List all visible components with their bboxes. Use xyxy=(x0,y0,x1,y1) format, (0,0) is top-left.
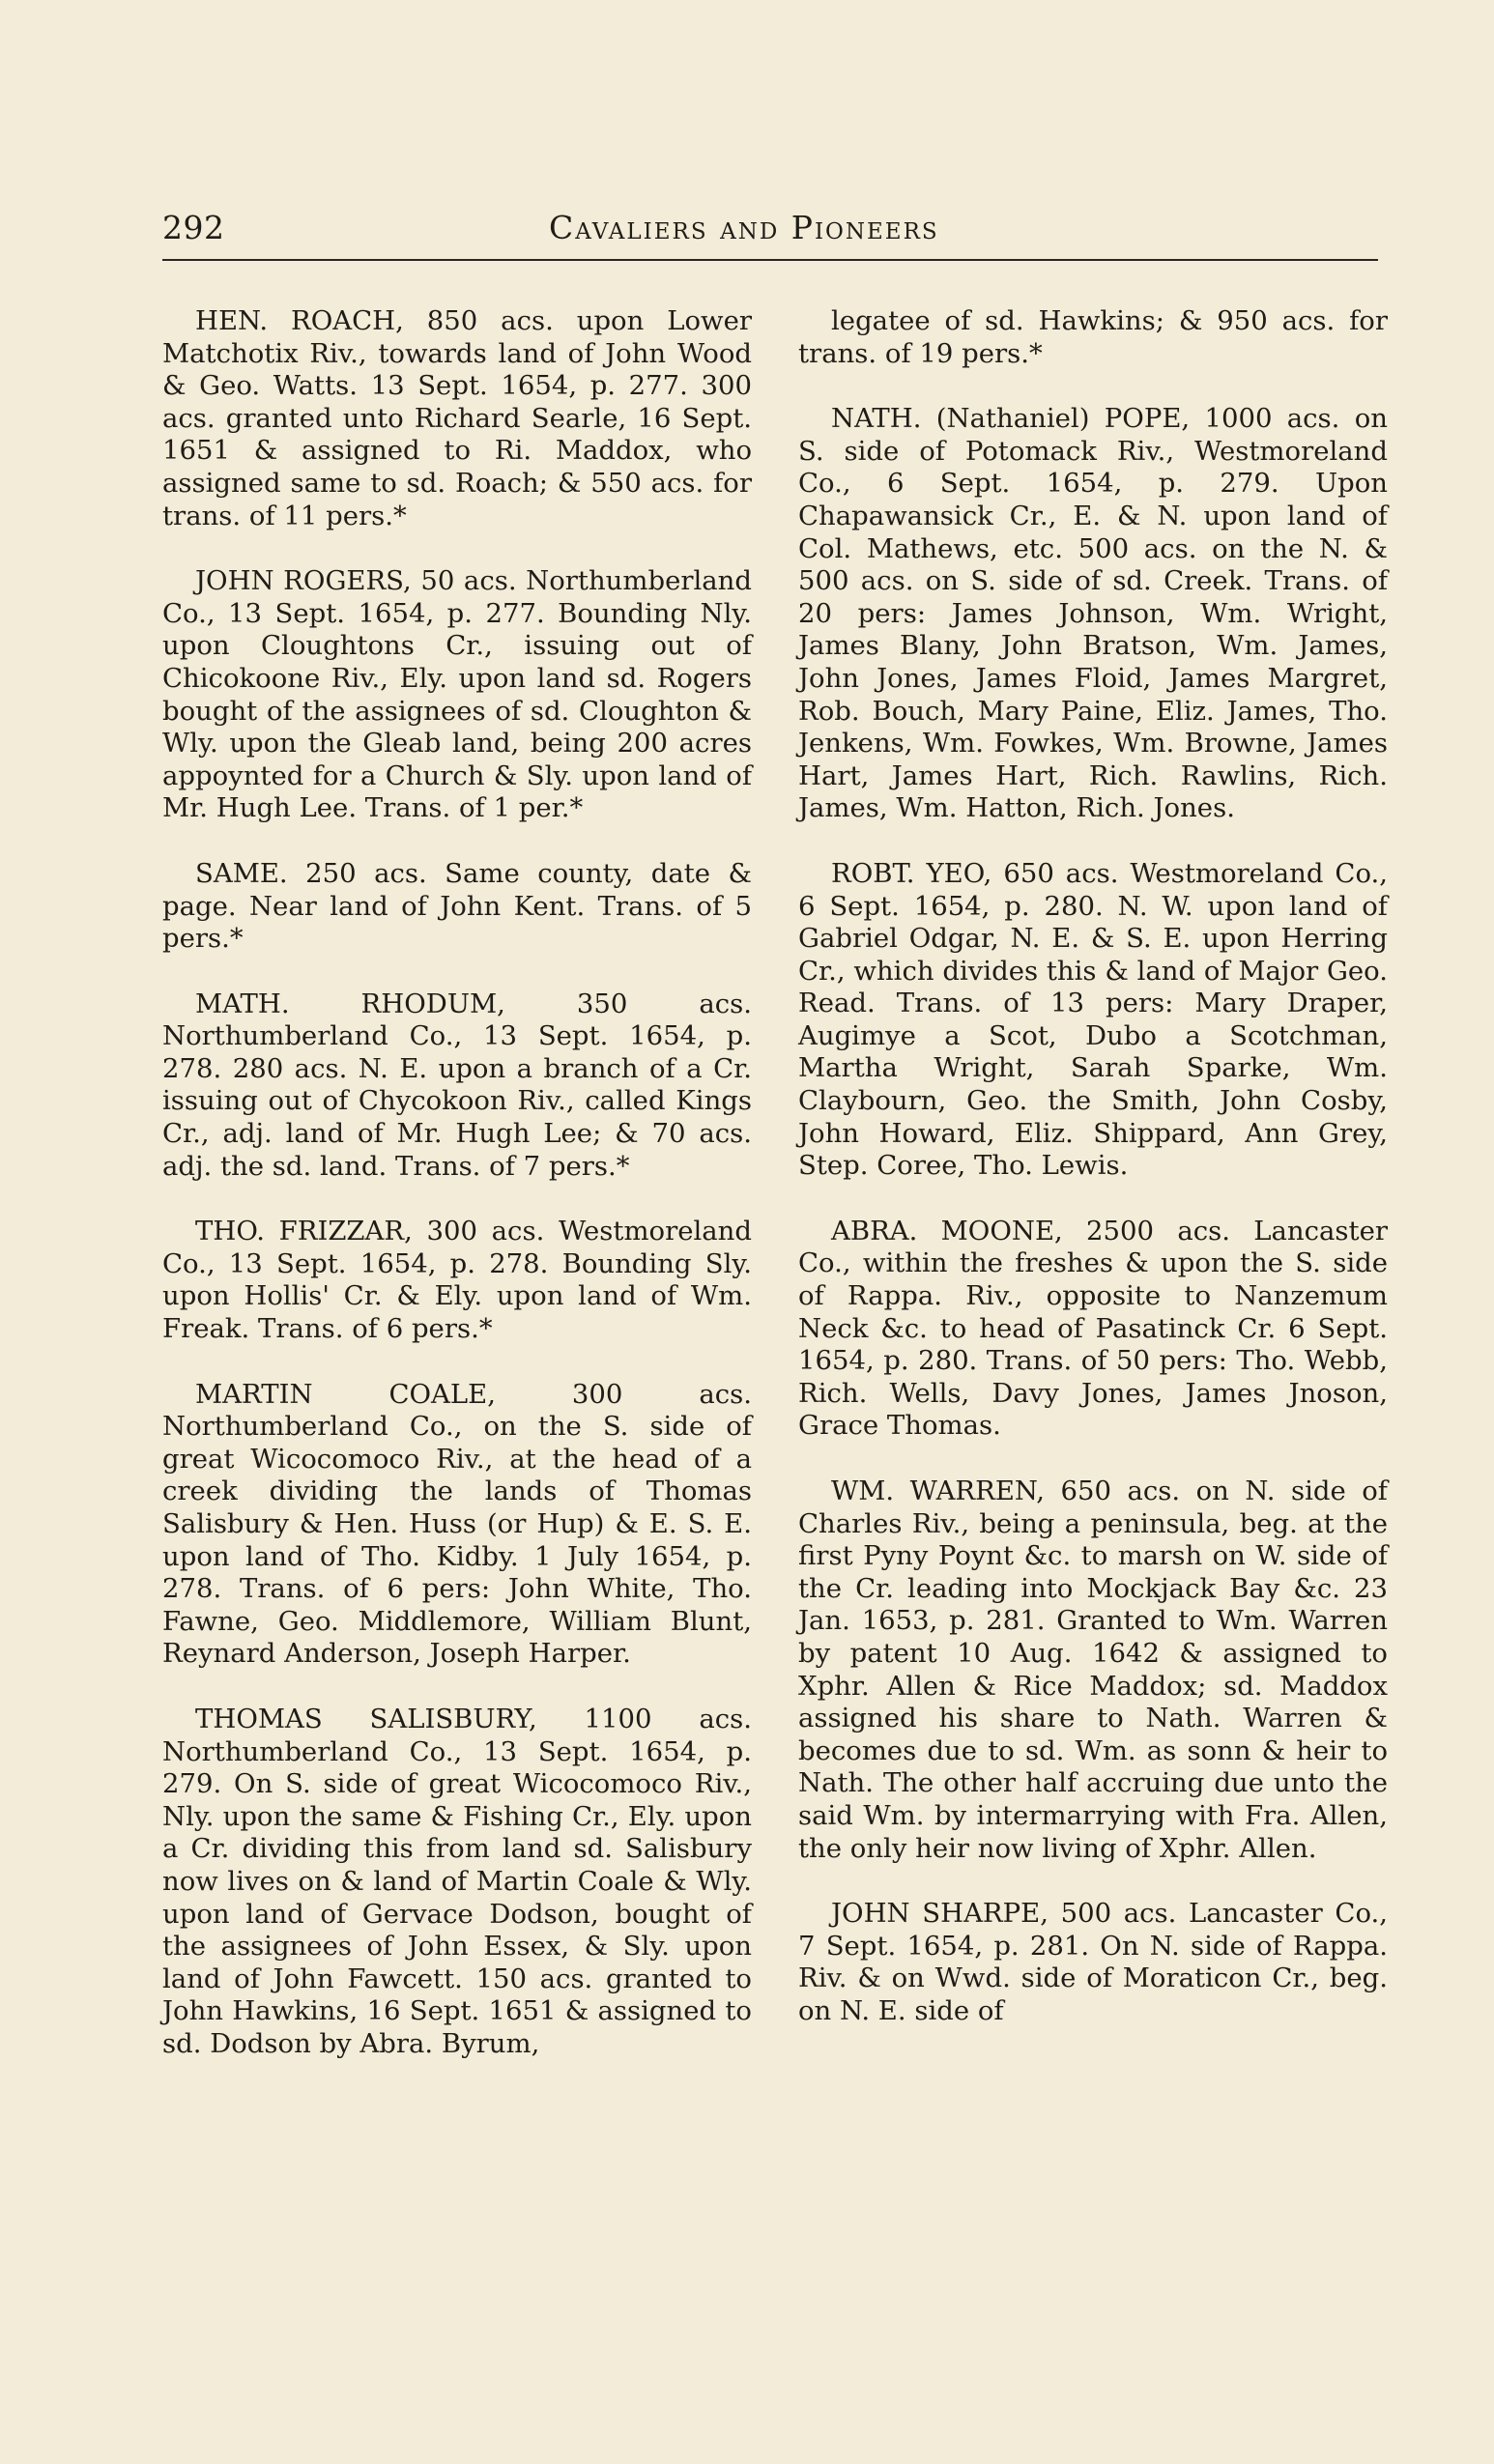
patent-entry-john-rogers: JOHN ROGERS, 50 acs. Northumberland Co., 13 Sept. 1654, p. 277. Bounding Nly. upon Cloughtons Cr., issuing out of Chicokoone Riv., Ely. upon land sd. Rogers bought of the assignees of sd. Cloughton & Wly. upon the Gleab land, being 200 acres appoynted for a Church & Sly. upon land of Mr. Hugh Lee. Trans. of 1 per.* xyxy=(162,565,752,824)
header-rule xyxy=(162,259,1378,261)
patent-entry-math-rhodum: MATH. RHODUM, 350 acs. Northumberland Co., 13 Sept. 1654, p. 278. 280 acs. N. E. upon a branch of a Cr. issuing out of Chycokoon Riv., called Kings Cr., adj. land of Mr. Hugh Lee; & 70 acs. adj. the sd. land. Trans. of 7 pers.* xyxy=(162,988,752,1182)
patent-entry-wm-warren: WM. WARREN, 650 acs. on N. side of Charles Riv., being a peninsula, beg. at the first Pyny Poynt &c. to marsh on W. side of the Cr. leading into Mockjack Bay &c. 23 Jan. 1653, p. 281. Granted to Wm. Warren by patent 10 Aug. 1642 & assigned to Xphr. Allen & Rice Maddox; sd. Maddox assigned his share to Nath. Warren & becomes due to sd. Wm. as sonn & heir to Nath. The other half accruing due unto the said Wm. by intermarrying with Fra. Allen, the only heir now living of Xphr. Allen. xyxy=(798,1476,1388,1864)
patent-entry-nath-pope: NATH. (Nathaniel) POPE, 1000 acs. on S. side of Potomack Riv., Westmoreland Co., 6 Sept. 1654, p. 279. Upon Chapawansick Cr., E. & N. upon land of Col. Mathews, etc. 500 acs. on the N. & 500 acs. on S. side of sd. Creek. Trans. of 20 pers: James Johnson, Wm. Wright, James Blany, John Bratson, Wm. James, John Jones, James Floid, James Margret, Rob. Bouch, Mary Paine, Eliz. James, Tho. Jenkens, Wm. Fowkes, Wm. Browne, James Hart, James Hart, Rich. Rawlins, Rich. James, Wm. Hatton, Rich. Jones. xyxy=(798,403,1388,824)
running-title: Cavaliers and Pioneers xyxy=(549,209,939,246)
patent-entry-thomas-salisbury: THOMAS SALISBURY, 1100 acs. Northumberland Co., 13 Sept. 1654, p. 279. On S. side of great Wicocomoco Riv., Nly. upon the same & Fishing Cr., Ely. upon a Cr. dividing this from land sd. Salisbury now lives on & land of Martin Coale & Wly. upon land of Gervace Dodson, bought of the assignees of John Essex, & Sly. upon land of John Fawcett. 150 acs. granted to John Hawkins, 16 Sept. 1651 & assigned to sd. Dodson by Abra. Byrum, xyxy=(162,1703,752,2059)
patent-entry-john-sharpe: JOHN SHARPE, 500 acs. Lancaster Co., 7 Sept. 1654, p. 281. On N. side of Rappa. Riv. & on Wwd. side of Moraticon Cr., beg. on N. E. side of xyxy=(798,1898,1388,2026)
page-header xyxy=(162,205,1378,263)
patent-entry-continuation: legatee of sd. Hawkins; & 950 acs. for trans. of 19 pers.* xyxy=(798,305,1388,369)
patent-entry-tho-frizzar: THO. FRIZZAR, 300 acs. Westmoreland Co., 13 Sept. 1654, p. 278. Bounding Sly. upon Hollis' Cr. & Ely. upon land of Wm. Freak. Trans. of 6 pers.* xyxy=(162,1216,752,1345)
page-number: 292 xyxy=(162,209,225,246)
patent-entry-hen-roach: HEN. ROACH, 850 acs. upon Lower Matchotix Riv., towards land of John Wood & Geo. Watts. 13 Sept. 1654, p. 277. 300 acs. granted unto Richard Searle, 16 Sept. 1651 & assigned to Ri. Maddox, who assigned same to sd. Roach; & 550 acs. for trans. of 11 pers.* xyxy=(162,305,752,531)
right-column xyxy=(798,305,1388,2028)
patent-entry-same: SAME. 250 acs. Same county, date & page. Near land of John Kent. Trans. of 5 pers.* xyxy=(162,857,752,955)
patent-entry-abra-moone: ABRA. MOONE, 2500 acs. Lancaster Co., within the freshes & upon the S. side of Rappa. Riv., opposite to Nanzemum Neck &c. to head of Pasatinck Cr. 6 Sept. 1654, p. 280. Trans. of 50 pers: Tho. Webb, Rich. Wells, Davy Jones, James Jnoson, Grace Thomas. xyxy=(798,1215,1388,1442)
patent-entry-martin-coale: MARTIN COALE, 300 acs. Northumberland Co., on the S. side of great Wicocomoco Riv., at the head of a creek dividing the lands of Thomas Salisbury & Hen. Huss (or Hup) & E. S. E. upon land of Tho. Kidby. 1 July 1654, p. 278. Trans. of 6 pers: John White, Tho. Fawne, Geo. Middlemore, William Blunt, Reynard Anderson, Joseph Harper. xyxy=(162,1378,752,1670)
left-column xyxy=(162,305,752,2061)
patent-entry-robt-yeo: ROBT. YEO, 650 acs. Westmoreland Co., 6 Sept. 1654, p. 280. N. W. upon land of Gabriel Odgar, N. E. & S. E. upon Herring Cr., which divides this & land of Major Geo. Read. Trans. of 13 pers: Mary Draper, Augimye a Scot, Dubo a Scotchman, Martha Wright, Sarah Sparke, Wm. Claybourn, Geo. the Smith, John Cosby, John Howard, Eliz. Shippard, Ann Grey, Step. Coree, Tho. Lewis. xyxy=(798,857,1388,1182)
